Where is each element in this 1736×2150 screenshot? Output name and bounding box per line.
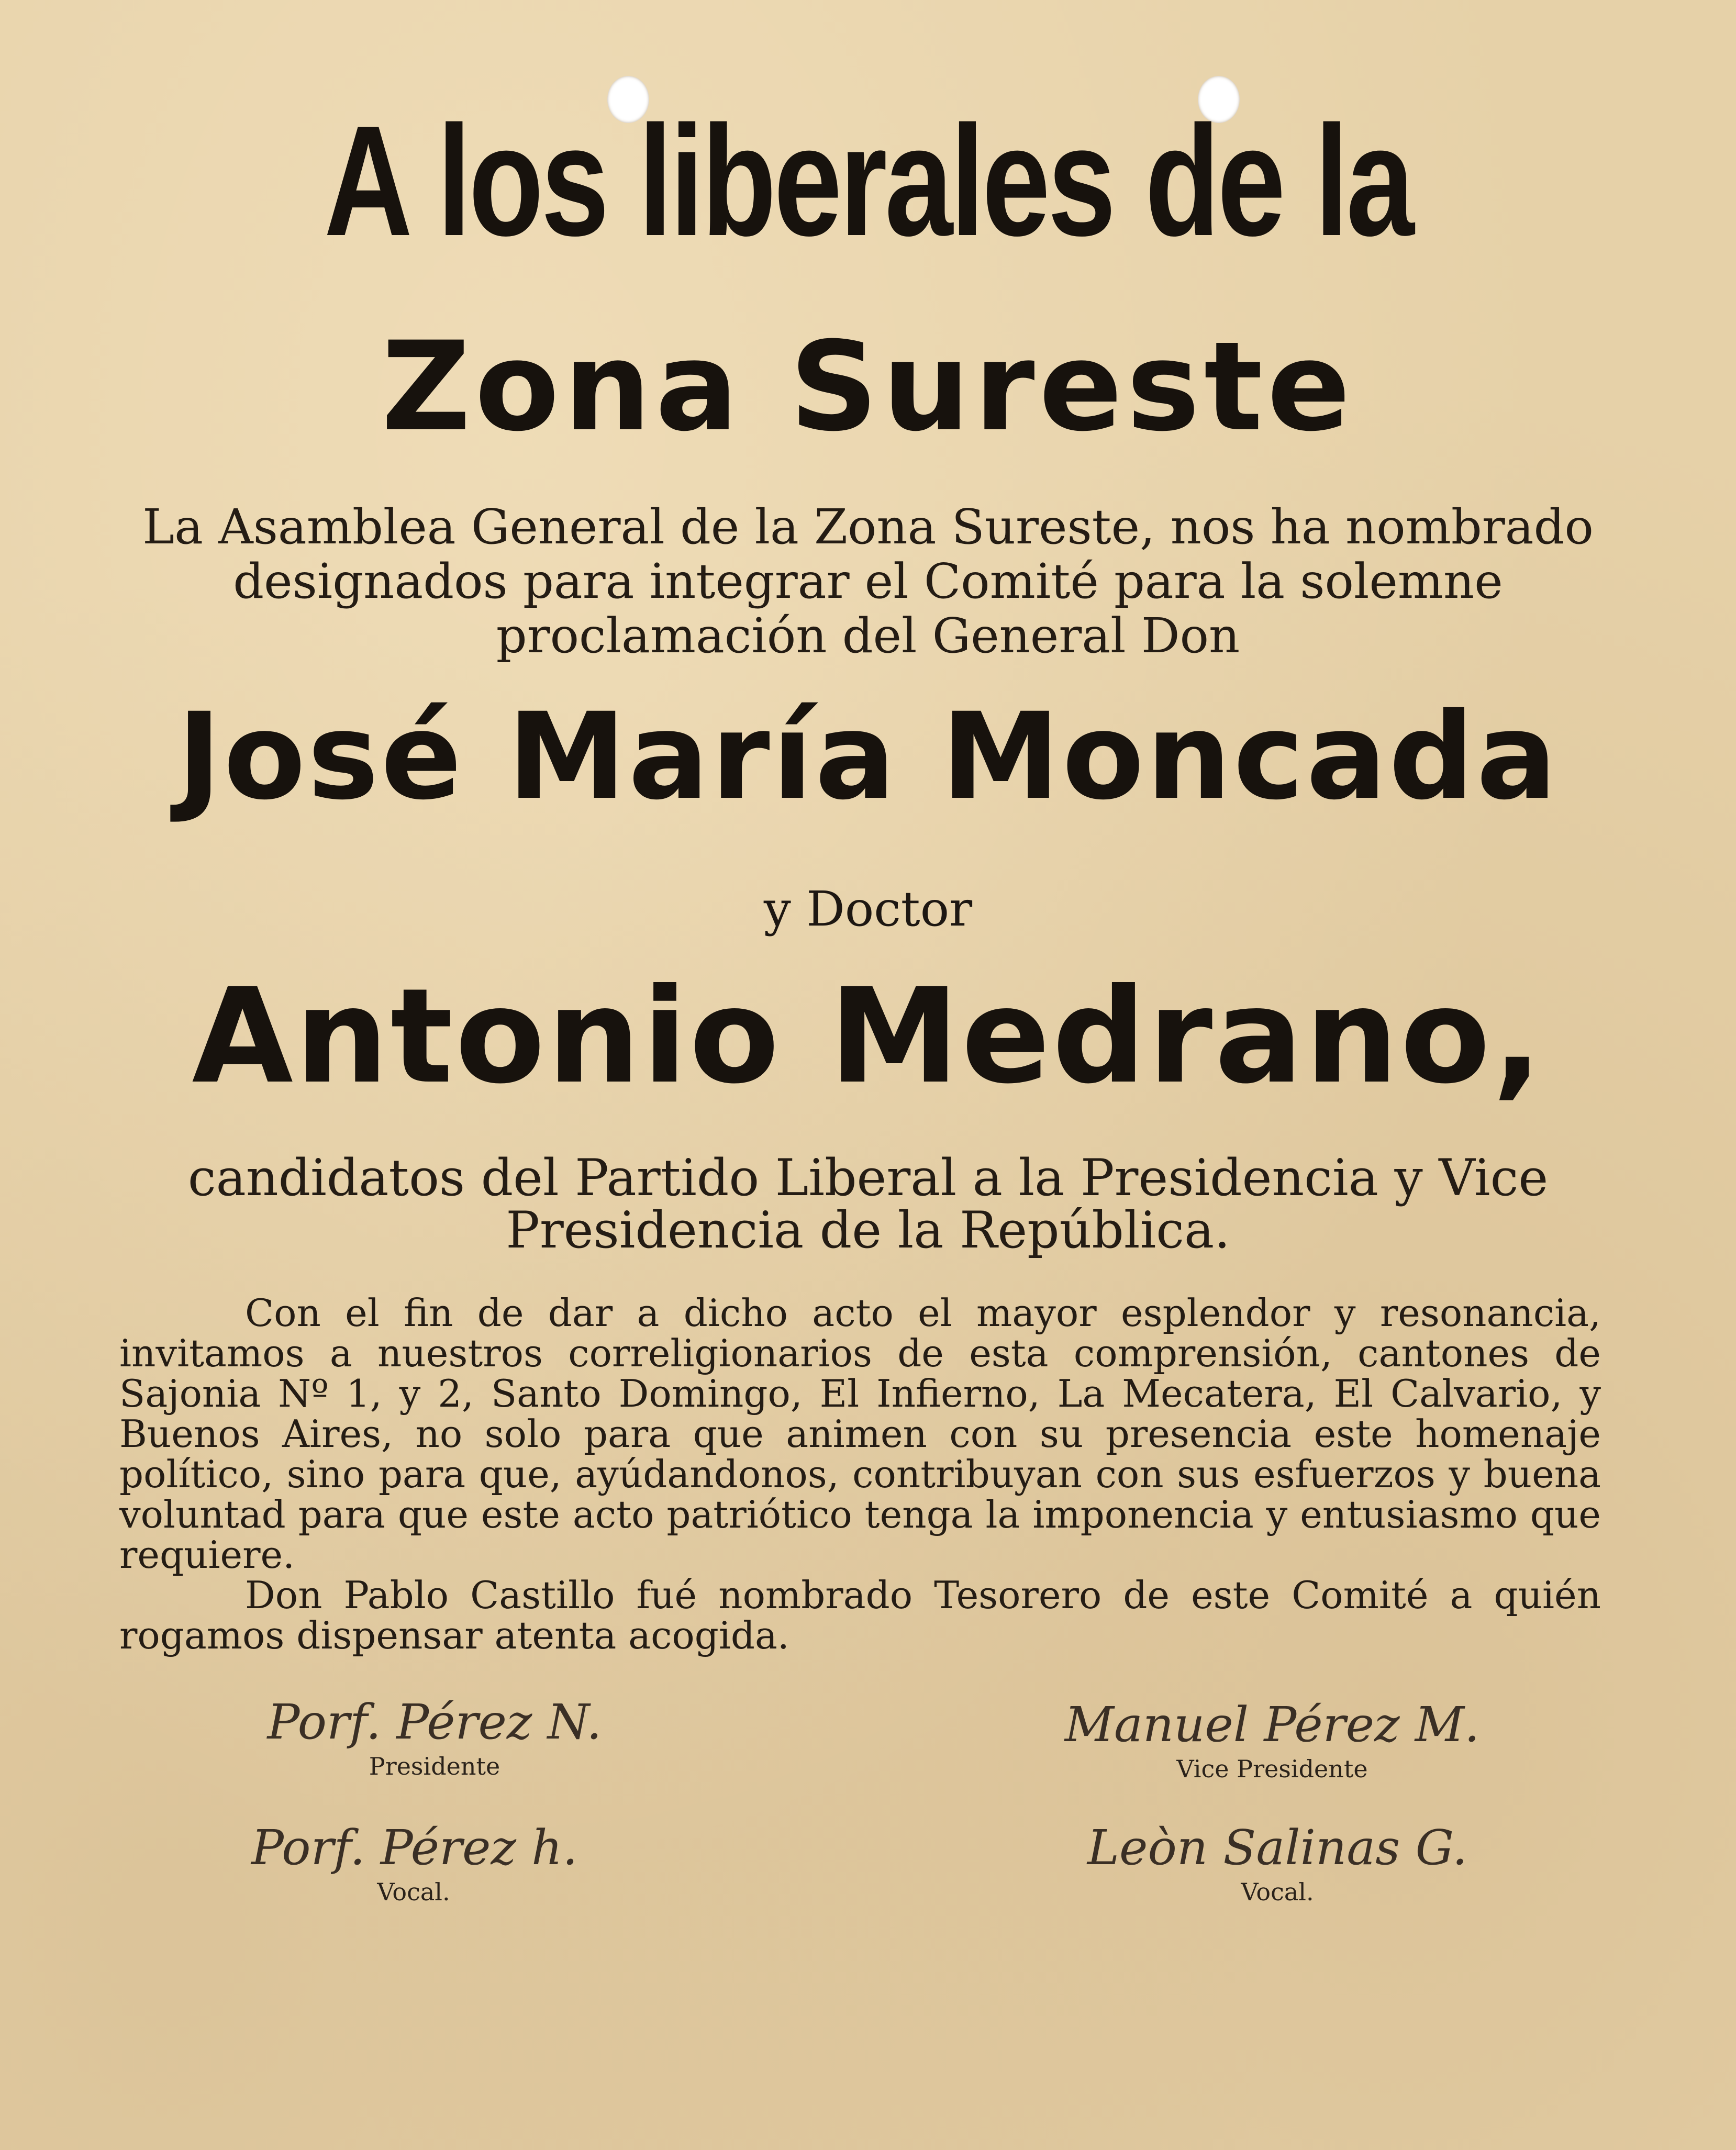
invitation-paragraph: Con el fin de dar a dicho acto el mayor esplendor y resonancia, invitamos a nuestros correligionarios de esta comprensión, cantones de Sajonia Nº 1, y 2, Santo Domingo, El Infierno, La Mecatera, El Calvario, y Buenos Aires, no solo para que animen con su presencia este homenaje político, sino para que, ayúdandonos, contribuyan con sus esfuerzos y buena voluntad para que este acto patriótico tenga la imponencia y entusiasmo que requiere. [119,1291,1601,1577]
signature-role: Vocal. [1241,1878,1314,1906]
signature-name: Manuel Pérez M. [1064,1697,1480,1753]
signature-role: Presidente [369,1752,500,1780]
signature-name: Leòn Salinas G. [1087,1820,1468,1876]
intro-line: La Asamblea General de la Zona Sureste, nos ha nombrado [142,499,1594,555]
candidate-president-name: José María Moncada [177,687,1559,826]
headline: A los liberales de la [324,93,1412,269]
signature-role: Vice Presidente [1176,1755,1368,1783]
candidates-line: Presidencia de la República. [506,1201,1230,1260]
candidate-vice-president-name: Antonio Medrano, [192,960,1544,1112]
signature-name: Porf. Pérez N. [267,1694,602,1750]
intro-text [0,500,1736,663]
signature-role: Vocal. [377,1878,450,1906]
signature-block-vocal-2 [1078,1822,1476,1907]
connector-text: y Doctor [763,881,973,937]
intro-line: designados para integrar el Comité para la solemne [233,553,1503,609]
signature-name: Porf. Pérez h. [251,1820,578,1876]
candidates-description [0,1149,1736,1260]
subheadline: Zona Sureste [381,316,1355,459]
body-text [119,1293,1601,1656]
treasurer-paragraph: Don Pablo Castillo fué nombrado Tesorero de este Comité a quién rogamos dispensar atenta acogida. [119,1573,1601,1657]
intro-line: proclamación del General Don [496,608,1240,664]
candidates-line: candidatos del Partido Liberal a la Presidencia y Vice [187,1149,1549,1207]
signature-block-president [251,1696,618,1781]
signature-block-vocal-1 [251,1822,576,1907]
signature-block-vice-president [1021,1699,1523,1784]
